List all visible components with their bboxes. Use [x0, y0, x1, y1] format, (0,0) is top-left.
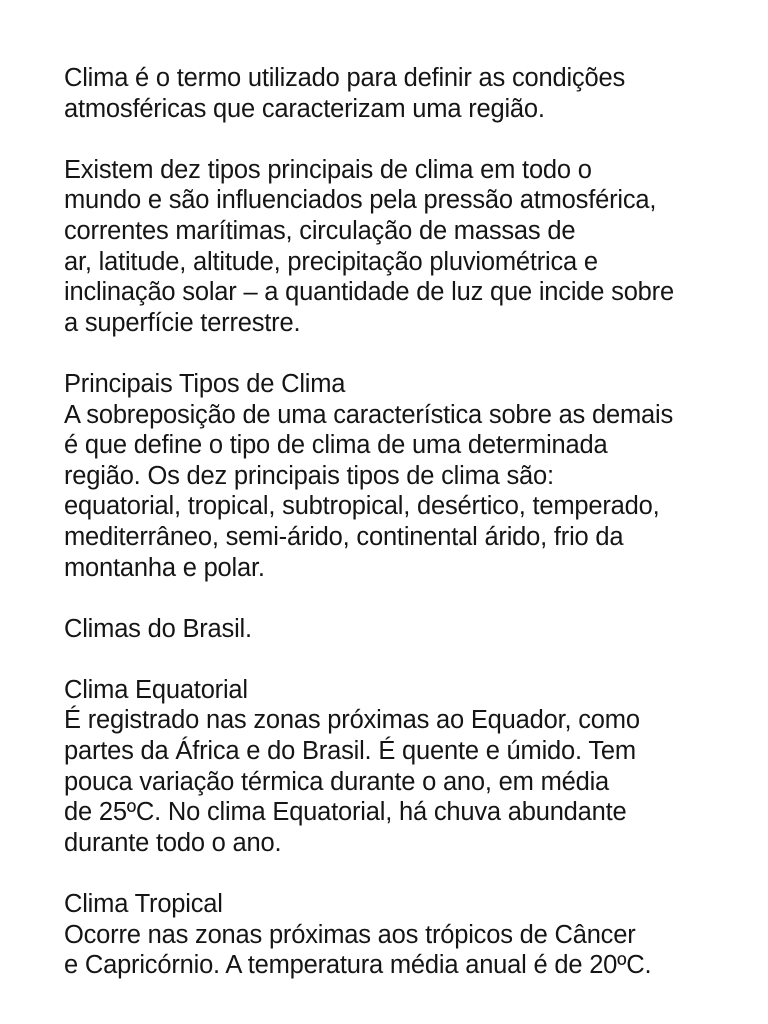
- text-line: mundo e são influenciados pela pressão atmosférica,: [64, 186, 657, 215]
- text-line: pouca variação térmica durante o ano, em média: [64, 767, 610, 796]
- text-line: e Capricórnio. A temperatura média anual é de 20ºC.: [64, 951, 652, 980]
- text-line: É registrado nas zonas próximas ao Equador, como: [64, 706, 640, 735]
- text-line: montanha e polar.: [64, 553, 265, 582]
- section-heading: Clima Equatorial: [64, 675, 248, 704]
- text-line: é que define o tipo de clima de uma determinada: [64, 431, 608, 460]
- text-line: de 25ºC. No clima Equatorial, há chuva abundante: [64, 798, 627, 827]
- text-line: atmosféricas que caracterizam uma região.: [64, 94, 545, 123]
- section-heading: Clima Tropical: [64, 890, 223, 919]
- text-line: equatorial, tropical, subtropical, desértico, temperado,: [64, 492, 660, 521]
- paragraph-clima-tropical: [64, 889, 754, 981]
- text-line: ar, latitude, altitude, precipitação pluviométrica e: [64, 247, 598, 276]
- paragraph-gap: [64, 644, 754, 675]
- section-heading: Climas do Brasil.: [64, 614, 252, 643]
- text-line: inclinação solar – a quantidade de luz que incide sobre: [64, 278, 674, 307]
- paragraph-clima-definition: [64, 63, 754, 124]
- section-heading: Principais Tipos de Clima: [64, 369, 346, 398]
- text-line: Ocorre nas zonas próximas aos trópicos de Câncer: [64, 920, 636, 949]
- paragraph-dez-tipos: [64, 155, 754, 339]
- text-line: correntes marítimas, circulação de massas de: [64, 216, 576, 245]
- paragraph-principais-tipos: [64, 369, 754, 583]
- document-body: [64, 63, 754, 981]
- paragraph-gap: [64, 338, 754, 369]
- paragraph-gap: [64, 858, 754, 889]
- paragraph-climas-brasil: [64, 614, 754, 645]
- text-line: A sobreposição de uma característica sobre as demais: [64, 400, 673, 429]
- paragraph-clima-equatorial: [64, 675, 754, 859]
- text-line: Existem dez tipos principais de clima em todo o: [64, 155, 592, 184]
- paragraph-gap: [64, 583, 754, 614]
- paragraph-gap: [64, 124, 754, 155]
- text-line: a superfície terrestre.: [64, 308, 301, 337]
- text-line: mediterrâneo, semi-árido, continental árido, frio da: [64, 522, 624, 551]
- text-line: durante todo o ano.: [64, 828, 282, 857]
- text-line: partes da África e do Brasil. É quente e úmido. Tem: [64, 737, 636, 766]
- text-line: região. Os dez principais tipos de clima são:: [64, 461, 554, 490]
- text-line: Clima é o termo utilizado para definir as condições: [64, 64, 625, 92]
